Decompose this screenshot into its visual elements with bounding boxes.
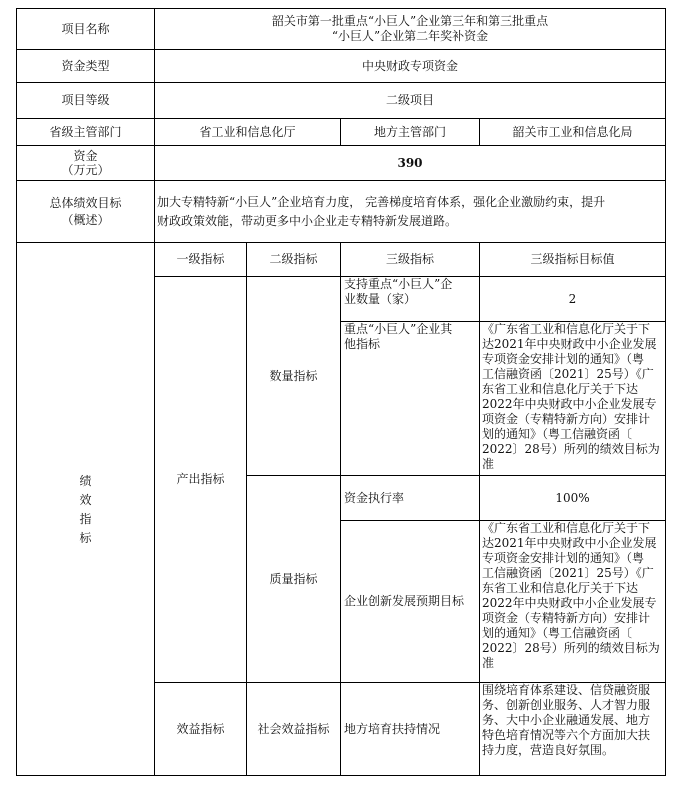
project-name-label: 项目名称 bbox=[61, 21, 110, 36]
fund-amount-label-line: （万元） bbox=[61, 163, 110, 177]
fund-amount-label-line: 资金 bbox=[73, 149, 98, 163]
local-department-value: 韶关市工业和信息化局 bbox=[512, 124, 633, 139]
header-level1: 一级指标 bbox=[176, 252, 225, 266]
fund-type-label: 资金类型 bbox=[61, 58, 110, 73]
target-line: 特色培育情况等六个方面加大扶 bbox=[482, 728, 651, 742]
target-line: 2022年中央财政中小企业发展专 bbox=[482, 596, 657, 610]
target-line: 专项资金安排计划的通知》（粤 bbox=[482, 352, 645, 366]
target-line: 项资金（专精特新方向）安排计 bbox=[482, 412, 651, 426]
overall-goal-text bbox=[155, 181, 665, 242]
overall-goal-label bbox=[17, 181, 154, 242]
target-line: 《广东省工业和信息化厅关于下 bbox=[482, 322, 651, 336]
target-line: 划的通知》（粤工信融资函〔 bbox=[482, 626, 633, 640]
header-target: 三级指标目标值 bbox=[530, 252, 615, 266]
indicator-line: 重点“小巨人”企业其 bbox=[344, 322, 453, 336]
target-innovation-goal bbox=[480, 521, 665, 682]
target-line: 持力度，营造良好氛围。 bbox=[482, 743, 615, 757]
project-name-value bbox=[155, 9, 665, 49]
target-line: 围绕培育体系建设、信贷融资服 bbox=[482, 683, 651, 697]
target-line: 《广东省工业和信息化厅关于下 bbox=[482, 521, 651, 535]
target-line: 准 bbox=[482, 656, 495, 670]
indicator-execution-rate: 资金执行率 bbox=[344, 490, 405, 505]
target-line: 工信融资函〔2021〕25号）《广 bbox=[482, 566, 654, 580]
fund-amount-value: 390 bbox=[397, 155, 423, 170]
target-line: 东省工业和信息化厅关于下达 bbox=[482, 581, 639, 595]
provincial-department-value: 省工业和信息化厅 bbox=[199, 124, 296, 139]
performance-label-char: 绩 bbox=[79, 473, 92, 488]
target-line: 达2021年中央财政中小企业发展 bbox=[482, 536, 657, 550]
local-department-label: 地方主管部门 bbox=[373, 124, 446, 139]
indicator-supported-count bbox=[341, 277, 479, 321]
fund-type-value: 中央财政专项资金 bbox=[361, 58, 458, 73]
project-level-value: 二级项目 bbox=[385, 93, 434, 107]
project-level-label: 项目等级 bbox=[61, 93, 110, 107]
provincial-department-label: 省级主管部门 bbox=[49, 124, 122, 139]
target-line: 务、大中小企业融通发展、地方 bbox=[482, 713, 651, 727]
quality-indicator-label: 质量指标 bbox=[269, 571, 318, 586]
target-line: 达2021年中央财政中小企业发展 bbox=[482, 337, 657, 351]
indicator-other bbox=[341, 322, 479, 475]
fund-amount-label bbox=[17, 146, 154, 180]
social-benefit-indicator-label: 社会效益指标 bbox=[257, 721, 330, 736]
target-line: 准 bbox=[482, 457, 495, 471]
target-line: 务、创新创业服务、人才智力服 bbox=[482, 698, 651, 712]
target-local-support bbox=[480, 683, 665, 775]
target-execution-rate: 100% bbox=[555, 490, 590, 505]
overall-goal-line: 财政政策效能，带动更多中小企业走专精特新发展道路。 bbox=[157, 213, 458, 228]
performance-label-char: 效 bbox=[79, 492, 92, 507]
indicator-line: 他指标 bbox=[344, 337, 381, 351]
target-line: 项资金（专精特新方向）安排计 bbox=[482, 611, 651, 625]
indicator-line: 业数量（家） bbox=[344, 292, 417, 306]
project-name-line: “小巨人”企业第二年奖补资金 bbox=[331, 29, 489, 43]
overall-goal-label-line: （概述） bbox=[61, 212, 110, 227]
header-level2: 二级指标 bbox=[269, 252, 318, 266]
quantity-indicator-label: 数量指标 bbox=[269, 368, 318, 383]
target-line: 2022〕28号）所列的绩效目标为 bbox=[482, 442, 660, 456]
overall-goal-label-line: 总体绩效目标 bbox=[49, 195, 122, 210]
target-line: 2022年中央财政中小企业发展专 bbox=[482, 397, 657, 411]
target-line: 2022〕28号）所列的绩效目标为 bbox=[482, 641, 660, 655]
indicator-local-support: 地方培育扶持情况 bbox=[344, 721, 441, 736]
indicator-innovation-goal: 企业创新发展预期目标 bbox=[344, 594, 465, 608]
target-line: 东省工业和信息化厅关于下达 bbox=[482, 382, 639, 396]
header-level3: 三级指标 bbox=[385, 252, 434, 266]
performance-section-label bbox=[17, 243, 154, 776]
output-indicator-label: 产出指标 bbox=[176, 472, 225, 486]
performance-label-char: 指 bbox=[79, 511, 92, 526]
target-line: 工信融资函〔2021〕25号）《广 bbox=[482, 367, 654, 381]
target-other bbox=[480, 322, 665, 475]
target-line: 划的通知》（粤工信融资函〔 bbox=[482, 427, 633, 441]
project-name-line: 韶关市第一批重点“小巨人”企业第三年和第三批重点 bbox=[271, 14, 549, 28]
overall-goal-line: 加大专精特新“小巨人”企业培育力度， 完善梯度培育体系，强化企业激励约束，提升 bbox=[157, 194, 606, 209]
target-line: 专项资金安排计划的通知》（粤 bbox=[482, 551, 645, 565]
indicator-line: 支持重点“小巨人”企 bbox=[344, 277, 453, 291]
benefit-indicator-label: 效益指标 bbox=[176, 721, 225, 736]
target-supported-count: 2 bbox=[568, 291, 577, 306]
performance-label-char: 标 bbox=[79, 530, 92, 545]
